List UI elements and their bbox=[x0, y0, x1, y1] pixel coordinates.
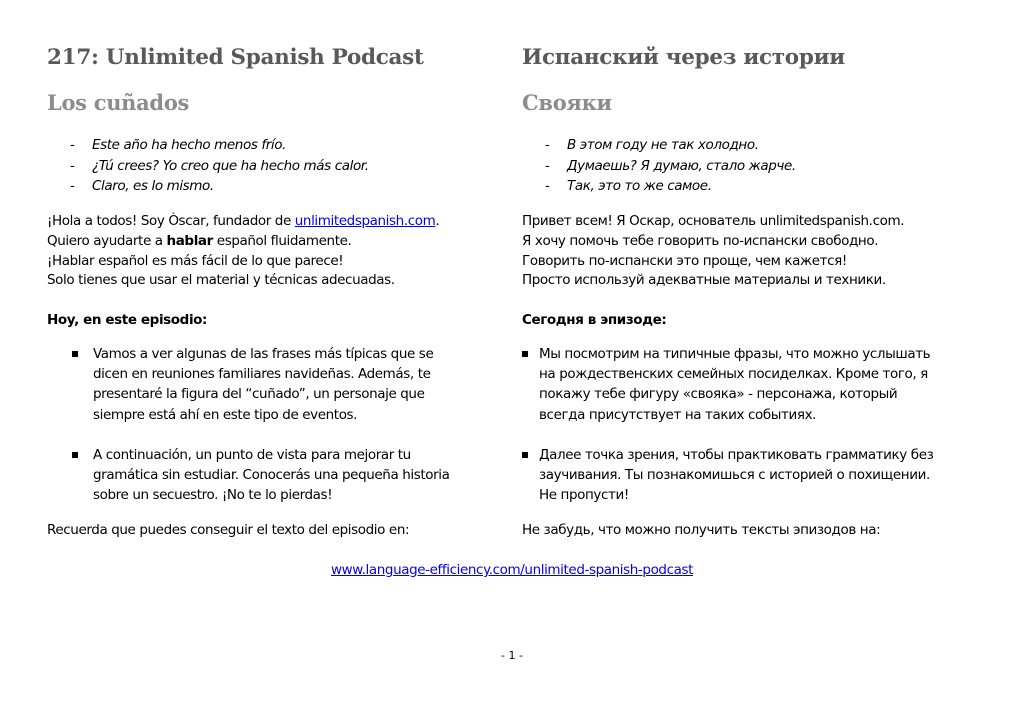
intro-line: ¡Hola a todos! Soy Òscar, fundador de unlimitedspanish.com. bbox=[47, 213, 440, 229]
dialogue-list-translation bbox=[522, 135, 796, 197]
square-bullet-icon bbox=[72, 351, 78, 357]
emphasis-word: hablar bbox=[166, 232, 213, 249]
dialogue-line: - В этом году не так холодно. bbox=[522, 135, 796, 156]
square-bullet-icon bbox=[522, 351, 528, 357]
list-item: Мы посмотрим на типичные фразы, что можно услышать на рождественских семейных посиделках. Кроме того, я покажу тебе фигуру «свояка» - персонажа, который всегда присутствует на таких событиях. bbox=[522, 344, 933, 425]
site-link[interactable]: unlimitedspanish.com bbox=[294, 213, 436, 229]
dash-marker: - bbox=[70, 137, 75, 153]
podcast-link-container bbox=[0, 562, 1024, 578]
episode-subtitle-translation: Свояки bbox=[522, 90, 612, 115]
dialogue-list bbox=[47, 135, 369, 197]
dash-marker: - bbox=[545, 137, 550, 153]
dialogue-line: - Claro, es lo mismo. bbox=[47, 176, 369, 197]
episode-bullets bbox=[47, 344, 450, 525]
intro-paragraph bbox=[47, 212, 439, 291]
page-number: - 1 - bbox=[501, 649, 523, 662]
intro-line: Quiero ayudarte a hablar español fluidamente. bbox=[47, 232, 352, 249]
dash-marker: - bbox=[545, 157, 550, 174]
list-item: Vamos a ver algunas de las frases más típicas que se dicen en reuniones familiares navideñas. Además, te presentaré la figura del “cuñado”, un personaje que siempre está ahí en este tipo de eventos. bbox=[47, 344, 450, 425]
intro-line: Просто используй адекватные материалы и техники. bbox=[522, 272, 886, 289]
dialogue-line: - Так, это то же самое. bbox=[522, 176, 796, 197]
square-bullet-icon bbox=[522, 452, 528, 458]
dash-marker: - bbox=[545, 178, 550, 194]
intro-paragraph-translation bbox=[522, 212, 904, 291]
episode-subtitle: Los cuñados bbox=[47, 90, 190, 115]
dash-marker: - bbox=[70, 178, 75, 194]
closing-text-translation: Не забудь, что можно получить тексты эпизодов на: bbox=[522, 522, 881, 538]
intro-line: Я хочу помочь тебе говорить по-испански свободно. bbox=[522, 232, 879, 249]
intro-line: Говорить по-испански это проще, чем кажется! bbox=[522, 252, 847, 269]
episode-heading: Hoy, en este episodio: bbox=[47, 312, 208, 328]
episode-bullets-translation bbox=[522, 344, 933, 525]
closing-text: Recuerda que puedes conseguir el texto del episodio en: bbox=[47, 522, 410, 538]
intro-line: ¡Hablar español es más fácil de lo que parece! bbox=[47, 252, 344, 269]
page-title-translation: Испанский через истории bbox=[522, 45, 845, 70]
intro-line: Привет всем! Я Оскар, основатель unlimitedspanish.com. bbox=[522, 213, 905, 229]
intro-line: Solo tienes que usar el material y técnicas adecuadas. bbox=[47, 272, 395, 289]
list-item: Далее точка зрения, чтобы практиковать грамматику без заучивания. Ты познакомишься с историей о похищении. Не пропусти! bbox=[522, 445, 933, 506]
dialogue-line: - ¿Tú crees? Yo creo que ha hecho más calor. bbox=[47, 156, 369, 177]
dash-marker: - bbox=[70, 157, 75, 174]
page-title: 217: Unlimited Spanish Podcast bbox=[47, 45, 424, 70]
dialogue-line: - Este año ha hecho menos frío. bbox=[47, 135, 369, 156]
episode-heading-translation: Сегодня в эпизоде: bbox=[522, 312, 667, 328]
podcast-link[interactable]: www.language-efficiency.com/unlimited-spanish-podcast bbox=[330, 562, 694, 578]
square-bullet-icon bbox=[72, 452, 78, 458]
list-item: A continuación, un punto de vista para mejorar tu gramática sin estudiar. Conocerás una pequeña historia sobre un secuestro. ¡No te lo pierdas! bbox=[47, 445, 450, 506]
dialogue-line: - Думаешь? Я думаю, стало жарче. bbox=[522, 156, 796, 177]
